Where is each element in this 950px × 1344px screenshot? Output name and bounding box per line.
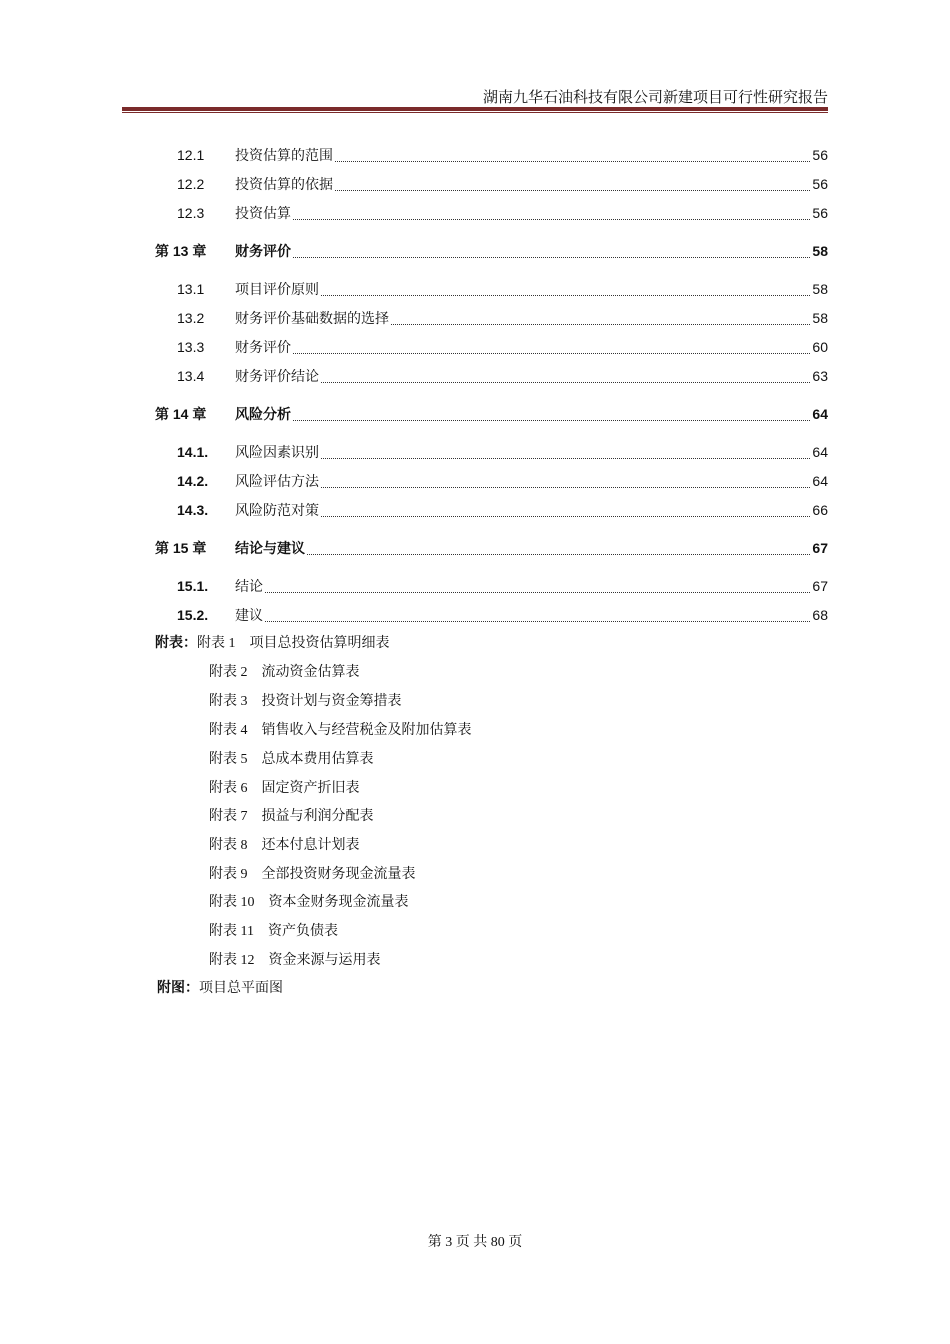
toc-page: 58 [812,243,828,259]
toc-leader [321,370,810,383]
header-rule [122,107,828,111]
toc-title: 风险评估方法 [235,473,319,489]
toc-leader [265,580,810,593]
toc-number: 12.1 [177,147,205,163]
toc-leader [335,178,810,191]
appendix-figure[interactable] [157,977,283,997]
toc-number: 13.2 [177,310,205,326]
toc-leader [321,504,810,517]
toc-leader [293,408,810,421]
toc-number: 14.3. [177,502,209,518]
toc-title: 风险因素识别 [235,444,319,460]
header-rule-thin [122,112,828,113]
toc-number: 14.1. [177,444,209,460]
toc-entry[interactable] [177,604,828,626]
toc-entry[interactable] [177,470,828,492]
appendix-item[interactable]: 附表 4 销售收入与经营税金及附加估算表 [209,723,472,738]
toc-page: 58 [812,310,828,326]
appendix-item[interactable]: 附表 7 损益与利润分配表 [209,809,374,824]
toc-page: 64 [812,473,828,489]
appendix-text: 附表 1 项目总投资估算明细表 [197,636,390,651]
toc-number: 14.2. [177,473,209,489]
toc-number: 12.3 [177,205,205,221]
toc-leader [293,207,810,220]
toc-page: 58 [812,281,828,297]
toc-number: 15.2. [177,607,209,623]
toc-entry[interactable] [177,441,828,463]
toc-leader [321,446,810,459]
toc-number: 第 14 章 [155,406,207,422]
toc-title: 结论与建议 [235,540,305,556]
toc-leader [293,341,810,354]
toc-leader [321,475,810,488]
toc-entry[interactable] [177,365,828,387]
toc-title: 项目评价原则 [235,281,319,297]
toc-page: 64 [812,406,828,422]
toc-leader [265,609,810,622]
toc-number: 13.3 [177,339,205,355]
toc-page: 64 [812,444,828,460]
toc-leader [307,542,810,555]
toc-page: 56 [812,176,828,192]
toc-title: 投资估算的范围 [235,147,333,163]
toc-title: 结论 [235,578,263,594]
toc-leader [321,283,810,296]
appendix-item[interactable] [155,632,390,652]
appendix-item[interactable]: 附表 3 投资计划与资金筹措表 [209,694,402,709]
toc-number: 15.1. [177,578,209,594]
toc-entry[interactable] [177,575,828,597]
toc-number: 13.1 [177,281,205,297]
toc-title: 财务评价基础数据的选择 [235,310,389,326]
toc-entry[interactable] [177,278,828,300]
toc-entry[interactable] [177,307,828,329]
toc-title: 风险防范对策 [235,502,319,518]
appendix-figure-lead: 附图： [157,979,199,995]
toc-entry[interactable] [177,173,828,195]
toc-chapter[interactable] [155,537,828,559]
toc-title: 财务评价 [235,339,291,355]
toc-leader [293,245,810,258]
appendix-item[interactable]: 附表 2 流动资金估算表 [209,665,360,680]
toc-page: 56 [812,147,828,163]
toc-title: 投资估算的依据 [235,176,333,192]
toc-title: 财务评价结论 [235,368,319,384]
toc-page: 66 [812,502,828,518]
appendix-item[interactable]: 附表 10 资本金财务现金流量表 [209,895,409,910]
toc-chapter[interactable] [155,240,828,262]
toc-page: 63 [812,368,828,384]
toc-title: 建议 [235,607,263,623]
toc-leader [335,149,810,162]
appendix-item[interactable]: 附表 12 资金来源与运用表 [209,953,381,968]
toc-number: 13.4 [177,368,205,384]
toc-number: 第 15 章 [155,540,207,556]
toc-leader [391,312,810,325]
appendix-item[interactable]: 附表 6 固定资产折旧表 [209,781,360,796]
toc-chapter[interactable] [155,403,828,425]
toc-entry[interactable] [177,144,828,166]
appendix-item[interactable]: 附表 8 还本付息计划表 [209,838,360,853]
appendix-lead: 附表： [155,634,197,650]
toc-page: 68 [812,607,828,623]
toc-number: 12.2 [177,176,205,192]
toc-title: 财务评价 [235,243,291,259]
toc-page: 60 [812,339,828,355]
appendix-figure-text: 项目总平面图 [199,981,283,996]
toc-title: 风险分析 [235,406,291,422]
toc-number: 第 13 章 [155,243,207,259]
appendix-item[interactable]: 附表 9 全部投资财务现金流量表 [209,867,416,882]
toc-entry[interactable] [177,499,828,521]
toc-page: 56 [812,205,828,221]
toc-entry[interactable] [177,202,828,224]
toc-title: 投资估算 [235,205,291,221]
header-title: 湖南九华石油科技有限公司新建项目可行性研究报告 [482,89,828,106]
page-footer: 第 3 页 共 80 页 [427,1235,523,1250]
appendix-item[interactable]: 附表 5 总成本费用估算表 [209,752,374,767]
toc-entry[interactable] [177,336,828,358]
toc-page: 67 [812,578,828,594]
toc-page: 67 [812,540,828,556]
appendix-item[interactable]: 附表 11 资产负债表 [209,924,338,939]
